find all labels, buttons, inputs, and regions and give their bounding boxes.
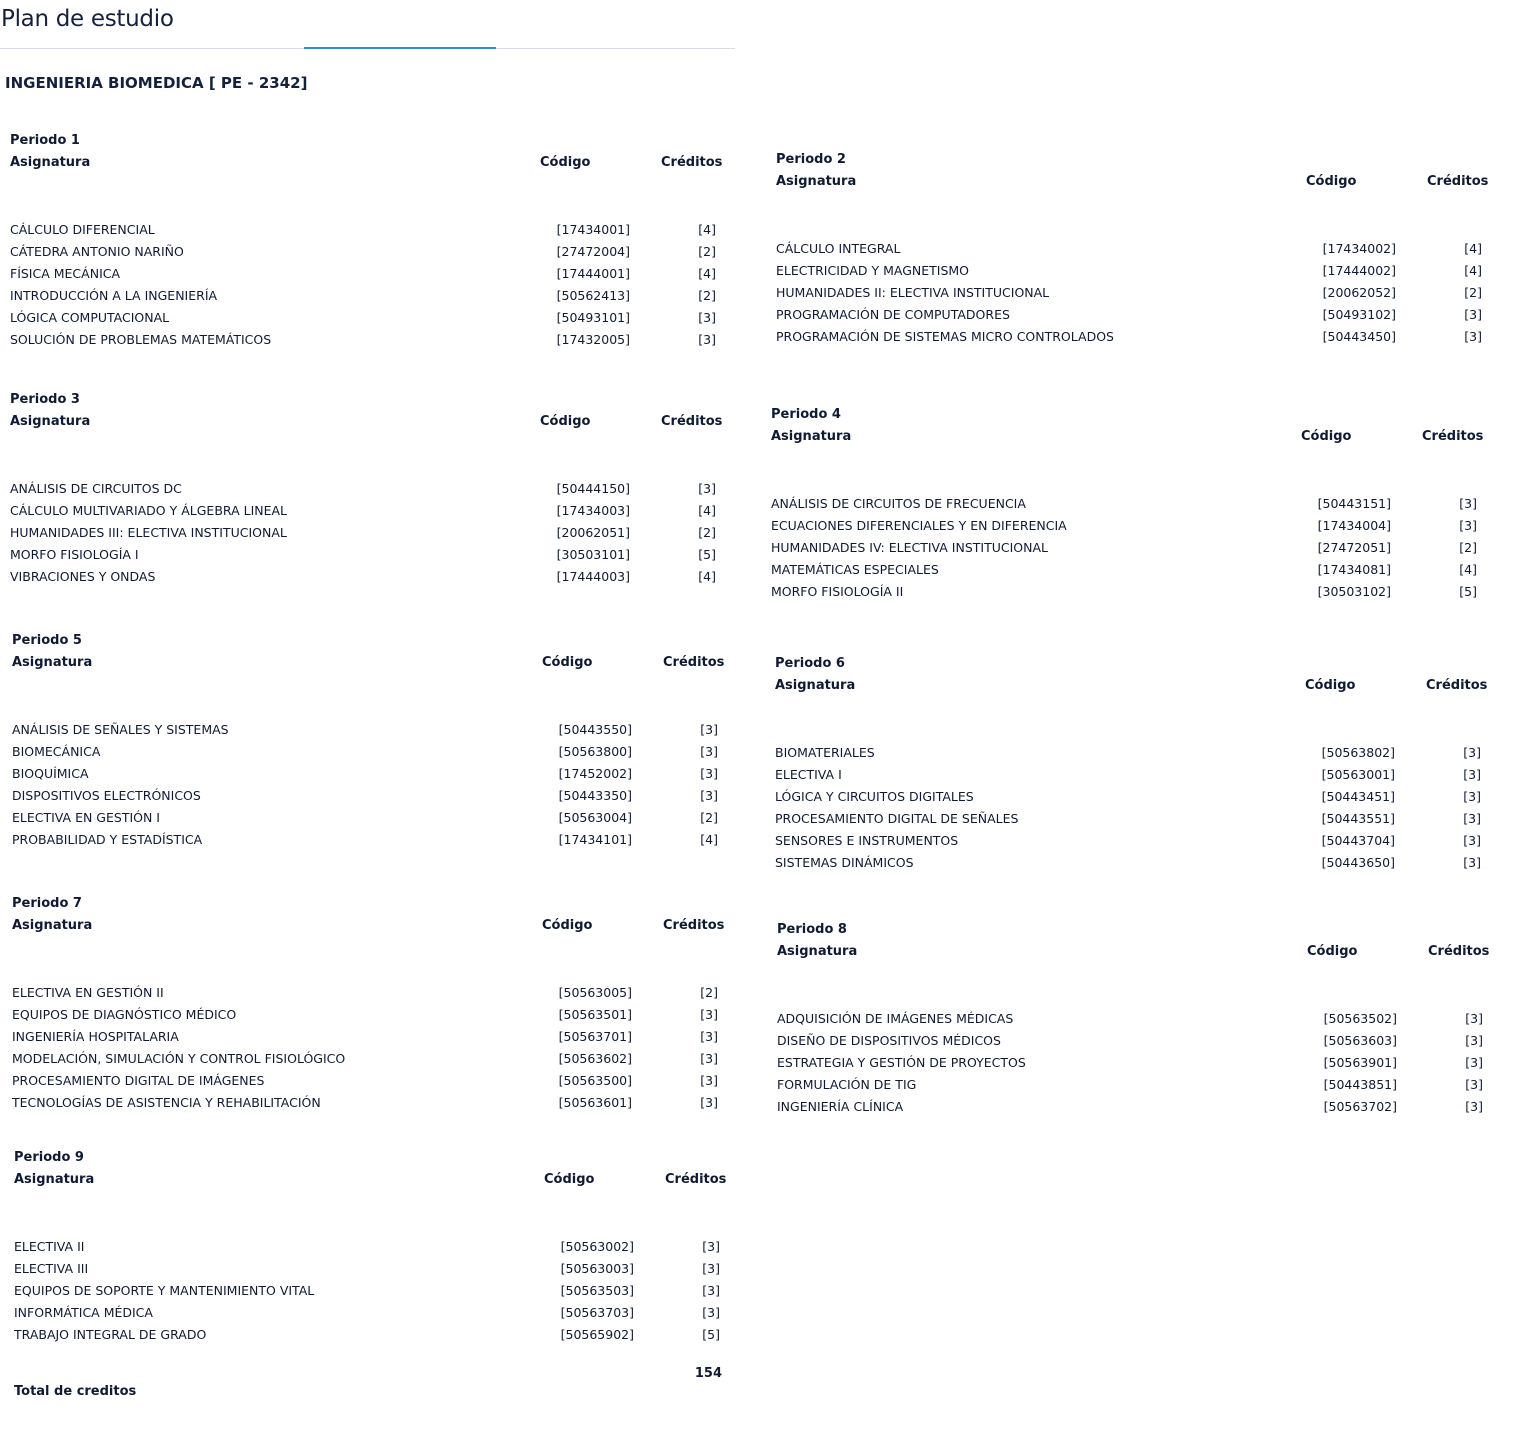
course-credits: [4] bbox=[1459, 562, 1477, 577]
course-name: ELECTIVA EN GESTIÓN II bbox=[12, 985, 164, 1000]
course-code: [50444150] bbox=[556, 481, 630, 496]
course-name: VIBRACIONES Y ONDAS bbox=[10, 569, 156, 584]
course-credits: [3] bbox=[702, 1261, 720, 1276]
course-credits: [3] bbox=[1459, 496, 1477, 511]
course-name: CÁTEDRA ANTONIO NARIÑO bbox=[10, 244, 184, 259]
course-list bbox=[776, 240, 1482, 350]
course-code: [50563004] bbox=[558, 810, 632, 825]
course-name: HUMANIDADES IV: ELECTIVA INSTITUCIONAL bbox=[771, 540, 1048, 555]
course-credits: [3] bbox=[1459, 518, 1477, 533]
course-credits: [4] bbox=[1464, 263, 1482, 278]
course-row bbox=[12, 787, 718, 809]
column-header-credits: Créditos bbox=[663, 655, 725, 670]
column-header-code: Código bbox=[1307, 944, 1358, 959]
course-row bbox=[775, 810, 1481, 832]
course-credits: [3] bbox=[698, 310, 716, 325]
course-code: [27472051] bbox=[1317, 540, 1391, 555]
column-header-code: Código bbox=[1301, 429, 1352, 444]
course-credits: [2] bbox=[1459, 540, 1477, 555]
course-code: [50563703] bbox=[560, 1305, 634, 1320]
course-row bbox=[775, 766, 1481, 788]
course-name: PROBABILIDAD Y ESTADÍSTICA bbox=[12, 832, 203, 847]
course-credits: [3] bbox=[700, 788, 718, 803]
column-header-subject: Asignatura bbox=[775, 678, 856, 693]
course-row bbox=[14, 1326, 720, 1348]
course-name: MODELACIÓN, SIMULACIÓN Y CONTROL FISIOLÓGICO bbox=[12, 1051, 346, 1066]
course-row bbox=[14, 1282, 720, 1304]
course-code: [17434003] bbox=[556, 503, 630, 518]
course-name: CÁLCULO INTEGRAL bbox=[776, 241, 901, 256]
course-name: ANÁLISIS DE SEÑALES Y SISTEMAS bbox=[12, 722, 229, 737]
course-row bbox=[776, 262, 1482, 284]
course-code: [50563001] bbox=[1321, 767, 1395, 782]
column-header-subject: Asignatura bbox=[777, 944, 858, 959]
column-header-code: Código bbox=[542, 918, 593, 933]
course-code: [50443851] bbox=[1323, 1077, 1397, 1092]
course-credits: [4] bbox=[698, 266, 716, 281]
course-credits: [3] bbox=[700, 744, 718, 759]
course-code: [17434004] bbox=[1317, 518, 1391, 533]
course-name: ANÁLISIS DE CIRCUITOS DC bbox=[10, 481, 182, 496]
course-row bbox=[777, 1098, 1483, 1120]
course-code: [50563501] bbox=[558, 1007, 632, 1022]
column-header-subject: Asignatura bbox=[12, 918, 93, 933]
course-credits: [3] bbox=[1464, 307, 1482, 322]
course-name: MATEMÁTICAS ESPECIALES bbox=[771, 562, 939, 577]
course-credits: [5] bbox=[702, 1327, 720, 1342]
course-code: [50493102] bbox=[1322, 307, 1396, 322]
course-row bbox=[776, 328, 1482, 350]
course-list bbox=[10, 221, 716, 353]
course-row bbox=[10, 265, 716, 287]
course-row bbox=[10, 502, 716, 524]
course-code: [50563002] bbox=[560, 1239, 634, 1254]
course-list bbox=[775, 744, 1481, 876]
course-code: [50565902] bbox=[560, 1327, 634, 1342]
course-credits: [3] bbox=[1463, 767, 1481, 782]
period-label: Periodo 8 bbox=[777, 922, 847, 937]
course-code: [50443451] bbox=[1321, 789, 1395, 804]
course-name: MORFO FISIOLOGÍA II bbox=[771, 584, 904, 599]
course-name: LÓGICA Y CIRCUITOS DIGITALES bbox=[775, 789, 974, 804]
course-row bbox=[776, 284, 1482, 306]
course-name: DISEÑO DE DISPOSITIVOS MÉDICOS bbox=[777, 1033, 1001, 1048]
course-credits: [2] bbox=[1464, 285, 1482, 300]
program-title: INGENIERIA BIOMEDICA [ PE - 2342] bbox=[5, 74, 308, 92]
course-name: ELECTIVA II bbox=[14, 1239, 85, 1254]
course-credits: [3] bbox=[1465, 1077, 1483, 1092]
course-name: PROCESAMIENTO DIGITAL DE IMÁGENES bbox=[12, 1073, 265, 1088]
course-code: [17444002] bbox=[1322, 263, 1396, 278]
course-credits: [2] bbox=[700, 810, 718, 825]
course-row bbox=[10, 331, 716, 353]
column-header-subject: Asignatura bbox=[10, 155, 91, 170]
course-credits: [3] bbox=[700, 1095, 718, 1110]
course-credits: [3] bbox=[1465, 1099, 1483, 1114]
course-code: [50563601] bbox=[558, 1095, 632, 1110]
course-row bbox=[10, 243, 716, 265]
course-row bbox=[771, 539, 1477, 561]
course-code: [50443551] bbox=[1321, 811, 1395, 826]
course-row bbox=[776, 306, 1482, 328]
course-row bbox=[775, 832, 1481, 854]
page-title: Plan de estudio bbox=[1, 6, 174, 32]
course-credits: [3] bbox=[1465, 1011, 1483, 1026]
course-credits: [2] bbox=[698, 288, 716, 303]
period-label: Periodo 6 bbox=[775, 656, 845, 671]
period-label: Periodo 2 bbox=[776, 152, 846, 167]
course-code: [17452002] bbox=[558, 766, 632, 781]
course-row bbox=[14, 1304, 720, 1326]
course-credits: [3] bbox=[698, 332, 716, 347]
column-header-credits: Créditos bbox=[663, 918, 725, 933]
course-row bbox=[777, 1032, 1483, 1054]
course-credits: [3] bbox=[700, 722, 718, 737]
course-code: [50563003] bbox=[560, 1261, 634, 1276]
course-credits: [4] bbox=[698, 503, 716, 518]
course-list bbox=[12, 721, 718, 853]
course-name: PROCESAMIENTO DIGITAL DE SEÑALES bbox=[775, 811, 1019, 826]
course-name: FÍSICA MECÁNICA bbox=[10, 266, 121, 281]
course-code: [17432005] bbox=[556, 332, 630, 347]
course-row bbox=[14, 1260, 720, 1282]
column-header-code: Código bbox=[540, 155, 591, 170]
course-credits: [3] bbox=[1463, 855, 1481, 870]
course-row bbox=[12, 743, 718, 765]
course-row bbox=[12, 831, 718, 853]
course-code: [50563005] bbox=[558, 985, 632, 1000]
course-credits: [3] bbox=[698, 481, 716, 496]
course-code: [50563602] bbox=[558, 1051, 632, 1066]
course-code: [50562413] bbox=[556, 288, 630, 303]
course-credits: [3] bbox=[1465, 1055, 1483, 1070]
course-code: [50493101] bbox=[556, 310, 630, 325]
course-name: ELECTRICIDAD Y MAGNETISMO bbox=[776, 263, 970, 278]
course-name: BIOMATERIALES bbox=[775, 745, 875, 760]
course-row bbox=[12, 721, 718, 743]
column-header-code: Código bbox=[544, 1172, 595, 1187]
course-credits: [3] bbox=[1465, 1033, 1483, 1048]
course-code: [50563701] bbox=[558, 1029, 632, 1044]
course-name: ECUACIONES DIFERENCIALES Y EN DIFERENCIA bbox=[771, 518, 1067, 533]
course-name: ANÁLISIS DE CIRCUITOS DE FRECUENCIA bbox=[771, 496, 1026, 511]
column-header-credits: Créditos bbox=[1428, 944, 1490, 959]
column-header-code: Código bbox=[1305, 678, 1356, 693]
column-header-credits: Créditos bbox=[1427, 174, 1489, 189]
course-code: [50563502] bbox=[1323, 1011, 1397, 1026]
course-code: [50563901] bbox=[1323, 1055, 1397, 1070]
course-name: SENSORES E INSTRUMENTOS bbox=[775, 833, 959, 848]
course-code: [17434001] bbox=[556, 222, 630, 237]
course-row bbox=[12, 1050, 718, 1072]
course-code: [50563500] bbox=[558, 1073, 632, 1088]
period-label: Periodo 4 bbox=[771, 407, 841, 422]
course-row bbox=[771, 517, 1477, 539]
course-code: [17444003] bbox=[556, 569, 630, 584]
course-code: [50563802] bbox=[1321, 745, 1395, 760]
course-name: HUMANIDADES II: ELECTIVA INSTITUCIONAL bbox=[776, 285, 1050, 300]
course-credits: [3] bbox=[1463, 811, 1481, 826]
total-credits-value: 154 bbox=[694, 1366, 722, 1381]
course-row bbox=[12, 765, 718, 787]
course-row bbox=[12, 1006, 718, 1028]
course-name: EQUIPOS DE SOPORTE Y MANTENIMIENTO VITAL bbox=[14, 1283, 315, 1298]
course-credits: [3] bbox=[1463, 745, 1481, 760]
column-header-code: Código bbox=[542, 655, 593, 670]
course-name: TRABAJO INTEGRAL DE GRADO bbox=[14, 1327, 207, 1342]
course-name: INGENIERÍA HOSPITALARIA bbox=[12, 1029, 179, 1044]
course-row bbox=[10, 546, 716, 568]
period-label: Periodo 1 bbox=[10, 133, 80, 148]
course-code: [50563603] bbox=[1323, 1033, 1397, 1048]
course-code: [17434081] bbox=[1317, 562, 1391, 577]
column-header-credits: Créditos bbox=[1422, 429, 1484, 444]
course-row bbox=[12, 1072, 718, 1094]
course-name: BIOMECÁNICA bbox=[12, 744, 101, 759]
course-credits: [3] bbox=[702, 1239, 720, 1254]
course-credits: [5] bbox=[698, 547, 716, 562]
course-row bbox=[777, 1010, 1483, 1032]
course-name: EQUIPOS DE DIAGNÓSTICO MÉDICO bbox=[12, 1007, 237, 1022]
course-name: DISPOSITIVOS ELECTRÓNICOS bbox=[12, 788, 201, 803]
course-name: ELECTIVA I bbox=[775, 767, 842, 782]
column-header-credits: Créditos bbox=[665, 1172, 727, 1187]
period-label: Periodo 7 bbox=[12, 896, 82, 911]
course-name: INFORMÁTICA MÉDICA bbox=[14, 1305, 153, 1320]
course-credits: [3] bbox=[1464, 329, 1482, 344]
course-code: [50563503] bbox=[560, 1283, 634, 1298]
course-list bbox=[777, 1010, 1483, 1120]
course-code: [30503102] bbox=[1317, 584, 1391, 599]
course-credits: [3] bbox=[700, 1073, 718, 1088]
period-label: Periodo 9 bbox=[14, 1150, 84, 1165]
course-row bbox=[775, 788, 1481, 810]
course-code: [50443350] bbox=[558, 788, 632, 803]
course-name: TECNOLOGÍAS DE ASISTENCIA Y REHABILITACIÓN bbox=[12, 1095, 321, 1110]
course-credits: [2] bbox=[700, 985, 718, 1000]
course-row bbox=[776, 240, 1482, 262]
column-header-code: Código bbox=[1306, 174, 1357, 189]
course-code: [20062052] bbox=[1322, 285, 1396, 300]
course-code: [50443450] bbox=[1322, 329, 1396, 344]
course-code: [27472004] bbox=[556, 244, 630, 259]
course-credits: [3] bbox=[702, 1283, 720, 1298]
course-name: PROGRAMACIÓN DE COMPUTADORES bbox=[776, 307, 1010, 322]
course-row bbox=[14, 1238, 720, 1260]
course-code: [17444001] bbox=[556, 266, 630, 281]
active-tab-indicator bbox=[304, 47, 496, 49]
column-header-credits: Créditos bbox=[661, 155, 723, 170]
column-header-credits: Créditos bbox=[1426, 678, 1488, 693]
column-header-subject: Asignatura bbox=[776, 174, 857, 189]
course-credits: [3] bbox=[700, 1029, 718, 1044]
course-code: [50443550] bbox=[558, 722, 632, 737]
course-row bbox=[775, 854, 1481, 876]
column-header-code: Código bbox=[540, 414, 591, 429]
course-name: INGENIERÍA CLÍNICA bbox=[777, 1099, 904, 1114]
course-code: [17434101] bbox=[558, 832, 632, 847]
course-row bbox=[775, 744, 1481, 766]
course-credits: [3] bbox=[1463, 789, 1481, 804]
course-name: ESTRATEGIA Y GESTIÓN DE PROYECTOS bbox=[777, 1055, 1026, 1070]
period-label: Periodo 5 bbox=[12, 633, 82, 648]
course-name: SISTEMAS DINÁMICOS bbox=[775, 855, 914, 870]
course-row bbox=[771, 583, 1477, 605]
course-row bbox=[10, 568, 716, 590]
course-code: [20062051] bbox=[556, 525, 630, 540]
course-code: [30503101] bbox=[556, 547, 630, 562]
column-header-credits: Créditos bbox=[661, 414, 723, 429]
course-list bbox=[10, 480, 716, 590]
course-credits: [4] bbox=[700, 832, 718, 847]
course-row bbox=[777, 1076, 1483, 1098]
column-header-subject: Asignatura bbox=[12, 655, 93, 670]
course-credits: [4] bbox=[1464, 241, 1482, 256]
course-code: [50563702] bbox=[1323, 1099, 1397, 1114]
course-row bbox=[10, 309, 716, 331]
course-row bbox=[771, 495, 1477, 517]
course-row bbox=[12, 1028, 718, 1050]
course-name: BIOQUÍMICA bbox=[12, 766, 89, 781]
course-name: FORMULACIÓN DE TIG bbox=[777, 1077, 917, 1092]
course-list bbox=[12, 984, 718, 1116]
course-name: CÁLCULO MULTIVARIADO Y ÁLGEBRA LINEAL bbox=[10, 503, 288, 518]
course-code: [50443704] bbox=[1321, 833, 1395, 848]
course-row bbox=[12, 1094, 718, 1116]
course-row bbox=[10, 287, 716, 309]
course-credits: [2] bbox=[698, 525, 716, 540]
course-row bbox=[777, 1054, 1483, 1076]
course-row bbox=[771, 561, 1477, 583]
course-credits: [3] bbox=[1463, 833, 1481, 848]
course-row bbox=[12, 984, 718, 1006]
course-name: HUMANIDADES III: ELECTIVA INSTITUCIONAL bbox=[10, 525, 287, 540]
course-name: LÓGICA COMPUTACIONAL bbox=[10, 310, 170, 325]
course-name: ADQUISICIÓN DE IMÁGENES MÉDICAS bbox=[777, 1011, 1014, 1026]
course-name: ELECTIVA EN GESTIÓN I bbox=[12, 810, 160, 825]
course-code: [17434002] bbox=[1322, 241, 1396, 256]
course-list bbox=[14, 1238, 720, 1348]
course-credits: [5] bbox=[1459, 584, 1477, 599]
course-code: [50443151] bbox=[1317, 496, 1391, 511]
course-credits: [3] bbox=[700, 766, 718, 781]
column-header-subject: Asignatura bbox=[14, 1172, 95, 1187]
course-credits: [3] bbox=[700, 1051, 718, 1066]
column-header-subject: Asignatura bbox=[10, 414, 91, 429]
course-credits: [4] bbox=[698, 569, 716, 584]
course-name: CÁLCULO DIFERENCIAL bbox=[10, 222, 155, 237]
course-list bbox=[771, 495, 1477, 605]
course-credits: [4] bbox=[698, 222, 716, 237]
course-row bbox=[10, 480, 716, 502]
course-name: MORFO FISIOLOGÍA I bbox=[10, 547, 139, 562]
course-name: INTRODUCCIÓN A LA INGENIERÍA bbox=[10, 288, 218, 303]
total-credits-label: Total de creditos bbox=[14, 1384, 137, 1399]
course-row bbox=[10, 221, 716, 243]
course-row bbox=[10, 524, 716, 546]
course-name: PROGRAMACIÓN DE SISTEMAS MICRO CONTROLADOS bbox=[776, 329, 1114, 344]
course-credits: [2] bbox=[698, 244, 716, 259]
course-credits: [3] bbox=[702, 1305, 720, 1320]
course-name: ELECTIVA III bbox=[14, 1261, 89, 1276]
course-credits: [3] bbox=[700, 1007, 718, 1022]
course-code: [50443650] bbox=[1321, 855, 1395, 870]
course-name: SOLUCIÓN DE PROBLEMAS MATEMÁTICOS bbox=[10, 332, 272, 347]
column-header-subject: Asignatura bbox=[771, 429, 852, 444]
period-label: Periodo 3 bbox=[10, 392, 80, 407]
course-code: [50563800] bbox=[558, 744, 632, 759]
course-row bbox=[12, 809, 718, 831]
